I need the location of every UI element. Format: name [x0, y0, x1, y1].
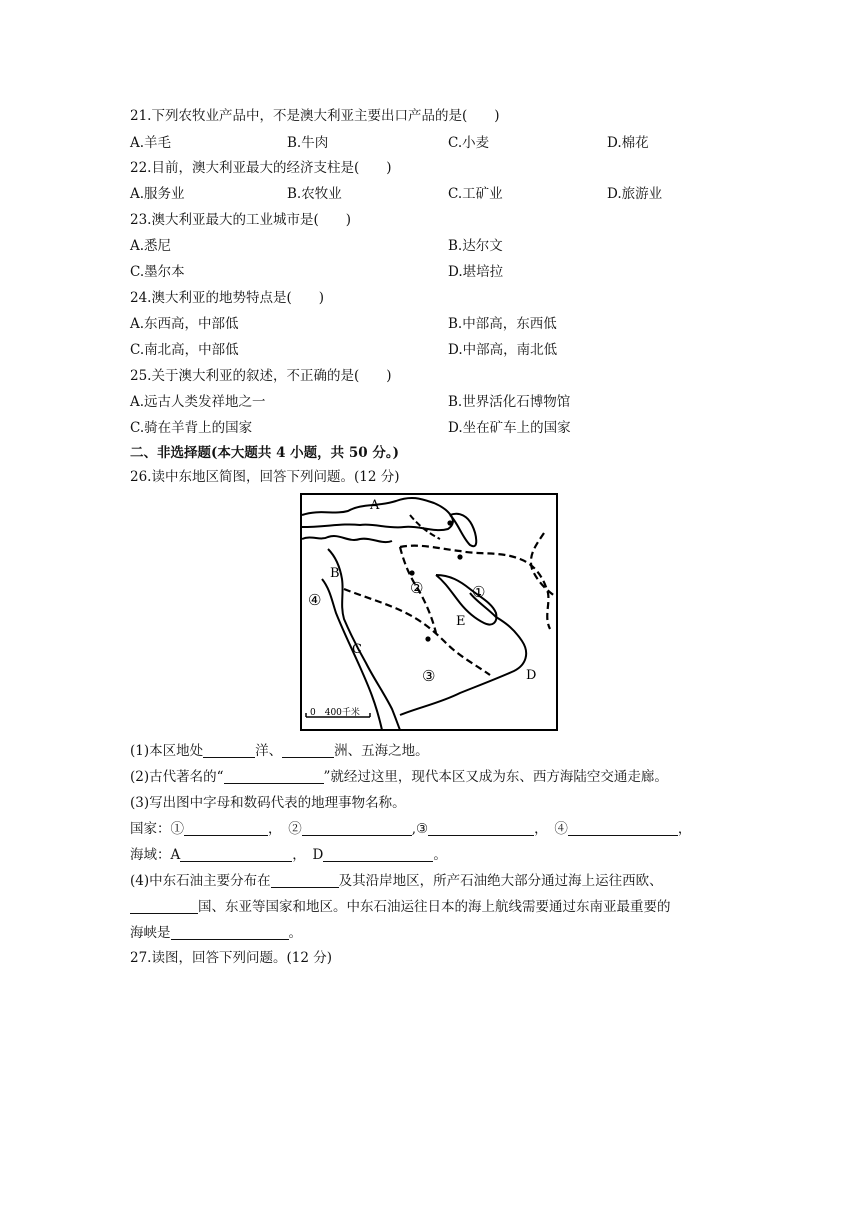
answer-blank[interactable]: [224, 769, 324, 784]
q22-option-c: C.工矿业: [448, 186, 503, 202]
q21-option-c: C.小麦: [448, 135, 490, 151]
q26-part-1: (1)本区地处 洋、 洲、五海之地。: [130, 743, 429, 759]
q23-option-b: B.达尔文: [448, 238, 503, 254]
scale-label: 0 400千米: [310, 708, 360, 718]
question-22-stem: 22.目前，澳大利亚最大的经济支柱是( ): [130, 160, 392, 176]
q24-option-c: C.南北高，中部低: [130, 342, 239, 358]
answer-blank[interactable]: [271, 873, 339, 888]
section-2-heading: 二、非选择题(本大题共 4 小题，共 50 分。): [130, 445, 400, 461]
q21-option-b: B.牛肉: [287, 135, 329, 151]
q23-option-c: C.墨尔本: [130, 264, 185, 280]
answer-blank[interactable]: [428, 821, 534, 836]
q26-part-4a: (4)中东石油主要分布在 及其沿岸地区，所产石油绝大部分通过海上运往西欧、: [130, 873, 663, 889]
map-label-2: ②: [410, 579, 424, 597]
answer-blank[interactable]: [282, 743, 334, 758]
q25-option-c: C.骑在羊背上的国家: [130, 420, 253, 436]
map-label-e: E: [456, 614, 466, 629]
q26-part-4c: 海峡是 。: [130, 925, 302, 941]
question-23-stem: 23.澳大利亚最大的工业城市是( ): [130, 212, 352, 228]
answer-blank[interactable]: [180, 847, 292, 862]
answer-blank[interactable]: [568, 821, 678, 836]
map-label-c: C: [352, 642, 362, 657]
answer-blank[interactable]: [184, 821, 268, 836]
map-label-d: D: [526, 668, 537, 683]
answer-blank[interactable]: [130, 899, 198, 914]
answer-blank[interactable]: [302, 821, 412, 836]
map-label-4: ④: [308, 591, 322, 609]
q26-part-2: (2)古代著名的“ ”就经过这里，现代本区又成为东、西方海陆空交通走廊。: [130, 769, 668, 785]
q26-part-4b: 国、东亚等国家和地区。中东石油运往日本的海上航线需要通过东南亚最重要的: [130, 898, 671, 916]
q23-option-a: A.悉尼: [130, 238, 172, 254]
question-27-stem: 27.读图，回答下列问题。(12 分): [130, 950, 332, 966]
city-dot: [409, 570, 414, 575]
map-label-1: ①: [472, 583, 486, 601]
answer-blank[interactable]: [203, 743, 255, 758]
map-label-a: A: [370, 498, 380, 513]
q24-option-a: A.东西高，中部低: [130, 316, 239, 332]
q25-option-a: A.远古人类发祥地之一: [130, 394, 266, 410]
q22-option-b: B.农牧业: [287, 186, 342, 202]
map-label-3: ③: [422, 667, 436, 685]
question-25-stem: 25.关于澳大利亚的叙述，不正确的是( ): [130, 368, 392, 384]
q25-option-d: D.坐在矿车上的国家: [448, 420, 571, 436]
q26-part-3: (3)写出图中字母和数码代表的地理事物名称。: [130, 795, 406, 811]
question-21-stem: 21.下列农牧业产品中，不是澳大利亚主要出口产品的是( ): [130, 108, 500, 124]
answer-blank[interactable]: [323, 847, 433, 862]
city-dot: [447, 520, 452, 525]
answer-blank[interactable]: [171, 925, 289, 940]
city-dot: [425, 636, 430, 641]
city-dot: [457, 554, 462, 559]
q22-option-d: D.旅游业: [607, 186, 663, 202]
q24-option-b: B.中部高，东西低: [448, 316, 557, 332]
q23-option-d: D.堪培拉: [448, 264, 504, 280]
q25-option-b: B.世界活化石博物馆: [448, 394, 571, 410]
q21-option-a: A.羊毛: [130, 135, 172, 151]
q26-countries: 国家：① ， ② ,③ ， ④ ，: [130, 821, 692, 837]
middle-east-map: [300, 493, 558, 731]
question-26-stem: 26.读中东地区简图，回答下列问题。(12 分): [130, 469, 400, 485]
q21-option-d: D.棉花: [607, 135, 649, 151]
question-24-stem: 24.澳大利亚的地势特点是( ): [130, 290, 325, 306]
q26-seas: 海域：A ， D 。: [130, 847, 447, 863]
map-label-b: B: [330, 566, 340, 581]
q24-option-d: D.中部高，南北低: [448, 342, 558, 358]
q22-option-a: A.服务业: [130, 186, 185, 202]
map-svg: [300, 493, 558, 731]
